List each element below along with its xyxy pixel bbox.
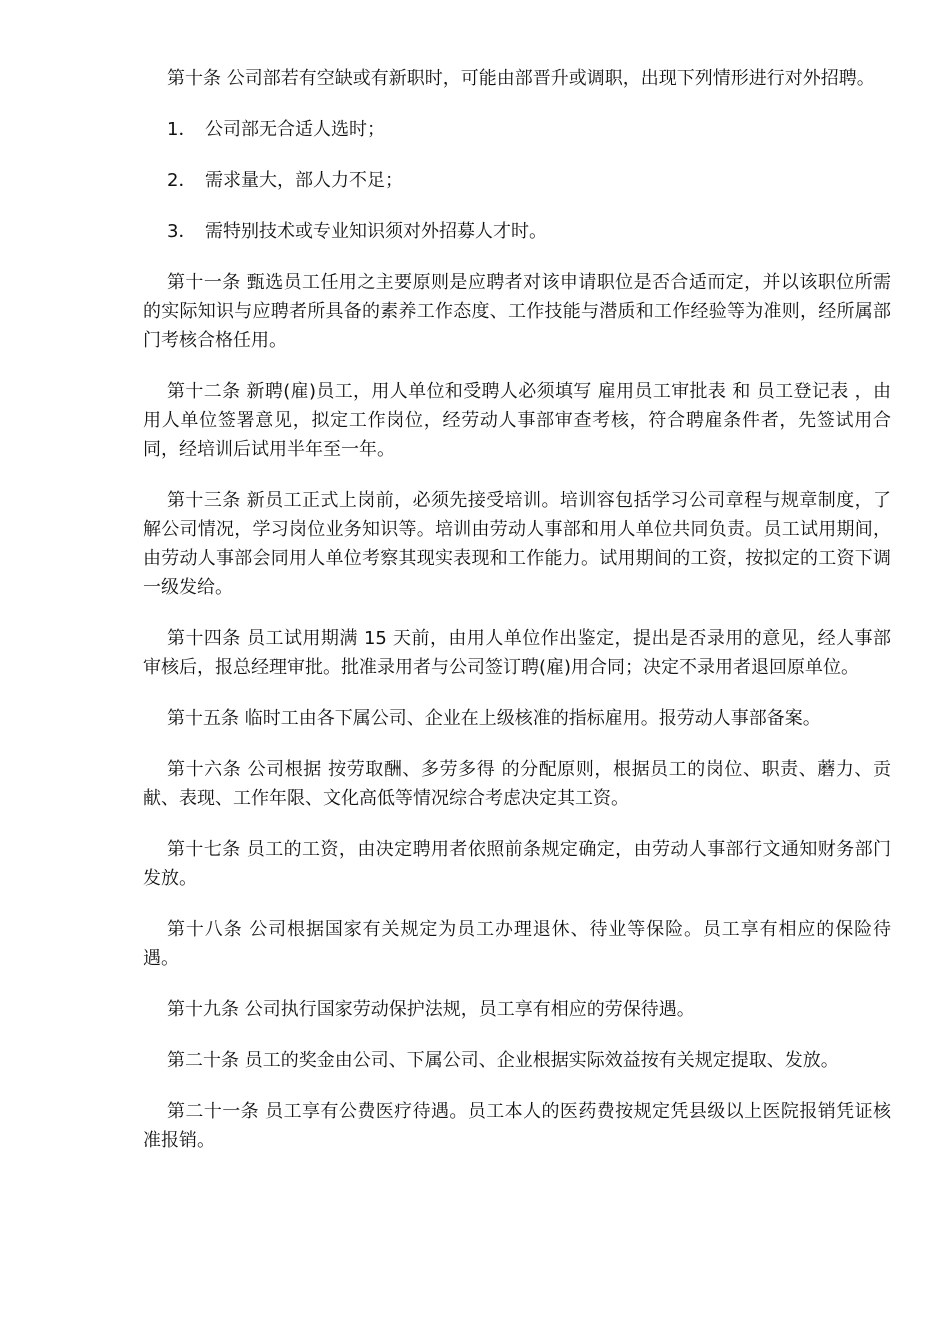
item-text: 需求量大，部人力不足； [205,170,403,191]
article-10-item-1 [143,115,915,144]
article-10-item-2 [143,166,915,195]
item-text: 需特别技术或专业知识须对外招募人才时。 [205,221,547,242]
article-18: 第十八条 公司根据国家有关规定为员工办理退休、待业等保险。员工享有相应的保险待遇。 [143,919,891,969]
article-15: 第十五条 临时工由各下属公司、企业在上级核准的指标雇用。报劳动人事部备案。 [167,708,821,729]
article-10-item-3 [143,217,915,246]
article-13: 第十三条 新员工正式上岗前，必须先接受培训。培训容包括学习公司章程与规章制度，了解公司情况，学习岗位业务知识等。培训由劳动人事部和用人单位共同负责。员工试用期间，由劳动人事部会同用人单位考察其现实表现和工作能力。试用期间的工资，按拟定的工资下调一级发给。 [143,490,891,598]
item-number: 3． [167,221,197,242]
article-10: 第十条 公司部若有空缺或有新职时，可能由部晋升或调职，出现下列情形进行对外招聘。 [167,68,875,89]
article-12: 第十二条 新聘(雇)员工，用人单位和受聘人必须填写 雇用员工审批表 和 员工登记表 ，由用人单位签署意见，拟定工作岗位，经劳动人事部审查考核，符合聘雇条件者，先签试用合同，经培训后试用半年至一年。 [143,381,891,460]
article-16: 第十六条 公司根据 按劳取酬、多劳多得 的分配原则，根据员工的岗位、职责、蘑力、贡献、表现、工作年限、文化高低等情况综合考虑决定其工资。 [143,759,891,809]
article-19: 第十九条 公司执行国家劳动保护法规，员工享有相应的劳保待遇。 [167,999,695,1020]
article-11: 第十一条 甄选员工任用之主要原则是应聘者对该申请职位是否合适而定，并以该职位所需的实际知识与应聘者所具备的素养工作态度、工作技能与潜质和工作经验等为准则，经所属部门考核合格任用。 [143,272,891,351]
article-20: 第二十条 员工的奖金由公司、下属公司、企业根据实际效益按有关规定提取、发放。 [167,1050,839,1071]
article-21: 第二十一条 员工享有公费医疗待遇。员工本人的医药费按规定凭县级以上医院报销凭证核准报销。 [143,1101,891,1151]
item-number: 1． [167,119,197,140]
item-number: 2． [167,170,197,191]
item-text: 公司部无合适人选时； [205,119,385,140]
article-14: 第十四条 员工试用期满 15 天前，由用人单位作出鉴定，提出是否录用的意见，经人事部审核后，报总经理审批。批准录用者与公司签订聘(雇)用合同；决定不录用者退回原单位。 [143,628,891,678]
article-17: 第十七条 员工的工资，由决定聘用者依照前条规定确定，由劳动人事部行文通知财务部门发放。 [143,839,891,889]
